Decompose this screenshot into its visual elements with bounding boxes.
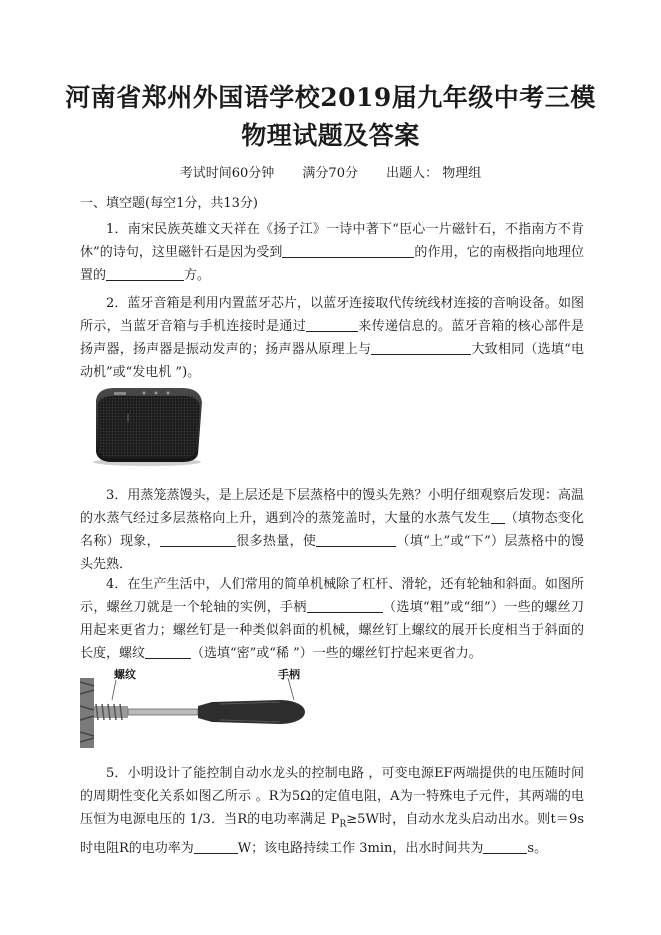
answer-blank[interactable] — [145, 644, 191, 659]
answer-blank[interactable] — [160, 532, 236, 547]
question-3: 3．用蒸笼蒸馒头，是上层还是下层蒸格中的馒头先熟？小明仔细观察后发现：高温的水蒸气经过多层蒸格向上升，遇到冷的蒸笼盖时，大量的水蒸气发生 （填物态变化名称）现象， 很多热量，使 （填“上”或“下”）层蒸格中的馒头先熟． — [80, 488, 584, 572]
answer-blank[interactable] — [282, 243, 414, 258]
exam-time: 考试时间60分钟 — [179, 166, 275, 181]
question-5: 5．小明设计了能控制自动水龙头的控制电路 ，可变电源EF两端提供的电压随时间的周期性变化关系如图乙所示 。R为5Ω的定值电阻，A为一特殊电子元件，其两端的电压恒为电源电压的 1/3．当R的电功率满足 $P_R\ge 5W$时，自动水龙头启动出水。则t＝9s时电阻R的电功率为 W；该电路持续工作 3min，出水时间共为 s。 — [80, 766, 584, 856]
exam-author: 出题人： 物理组 — [386, 166, 482, 181]
thread-label: 螺纹 — [114, 668, 136, 681]
answer-blank[interactable] — [306, 317, 358, 332]
answer-blank[interactable] — [483, 839, 527, 854]
answer-blank[interactable] — [491, 509, 505, 524]
question-2: 2．蓝牙音箱是利用内置蓝牙芯片，以蓝牙连接取代传统线材连接的音响设备。如图所示，当蓝牙音箱与手机连接时是通过 来传递信息的。蓝牙音箱的核心部件是扬声器，扬声器是振动发声的；扬声器从原理上与 大致相同（选填“电动机”或“发电机 ”)。 — [80, 296, 584, 380]
screwdriver-image — [80, 666, 330, 756]
question-4: 4．在生产生活中，人们常用的简单机械除了杠杆、滑轮，还有轮轴和斜面。如图所示，螺丝刀就是一个轮轴的实例，手柄 （选填“粗”或“细”）一些的螺丝刀用起来更省力；螺丝钉是一种类似斜面的机械，螺丝钉上螺纹的展开长度相当于斜面的长度，螺纹 （选填“密”或“稀 ”）一些的螺丝钉拧起来更省力。 — [80, 577, 584, 661]
exam-score: 满分70分 — [302, 166, 358, 181]
answer-blank[interactable] — [307, 598, 383, 613]
answer-blank[interactable] — [316, 532, 396, 547]
title-line-1: 河南省郑州外国语学校2019届九年级中考三模 — [65, 83, 596, 112]
exam-meta — [0, 162, 661, 181]
title-line-2: 物理试题及答案 — [241, 121, 420, 150]
answer-blank[interactable] — [106, 266, 184, 281]
bluetooth-speaker-image — [84, 382, 210, 468]
answer-blank[interactable] — [371, 340, 471, 355]
section-heading: 一、填空题(每空1分，共13分) — [80, 196, 258, 211]
handle-label: 手柄 — [278, 668, 300, 681]
answer-blank[interactable] — [194, 839, 238, 854]
question-1: 1．南宋民族英雄文天祥在《扬子江》一诗中著下“臣心一片磁针石，不指南方不肯休”的诗句，这里磁针石是因为受到 的作用，它的南极指向地理位置的 方。 — [80, 222, 584, 283]
